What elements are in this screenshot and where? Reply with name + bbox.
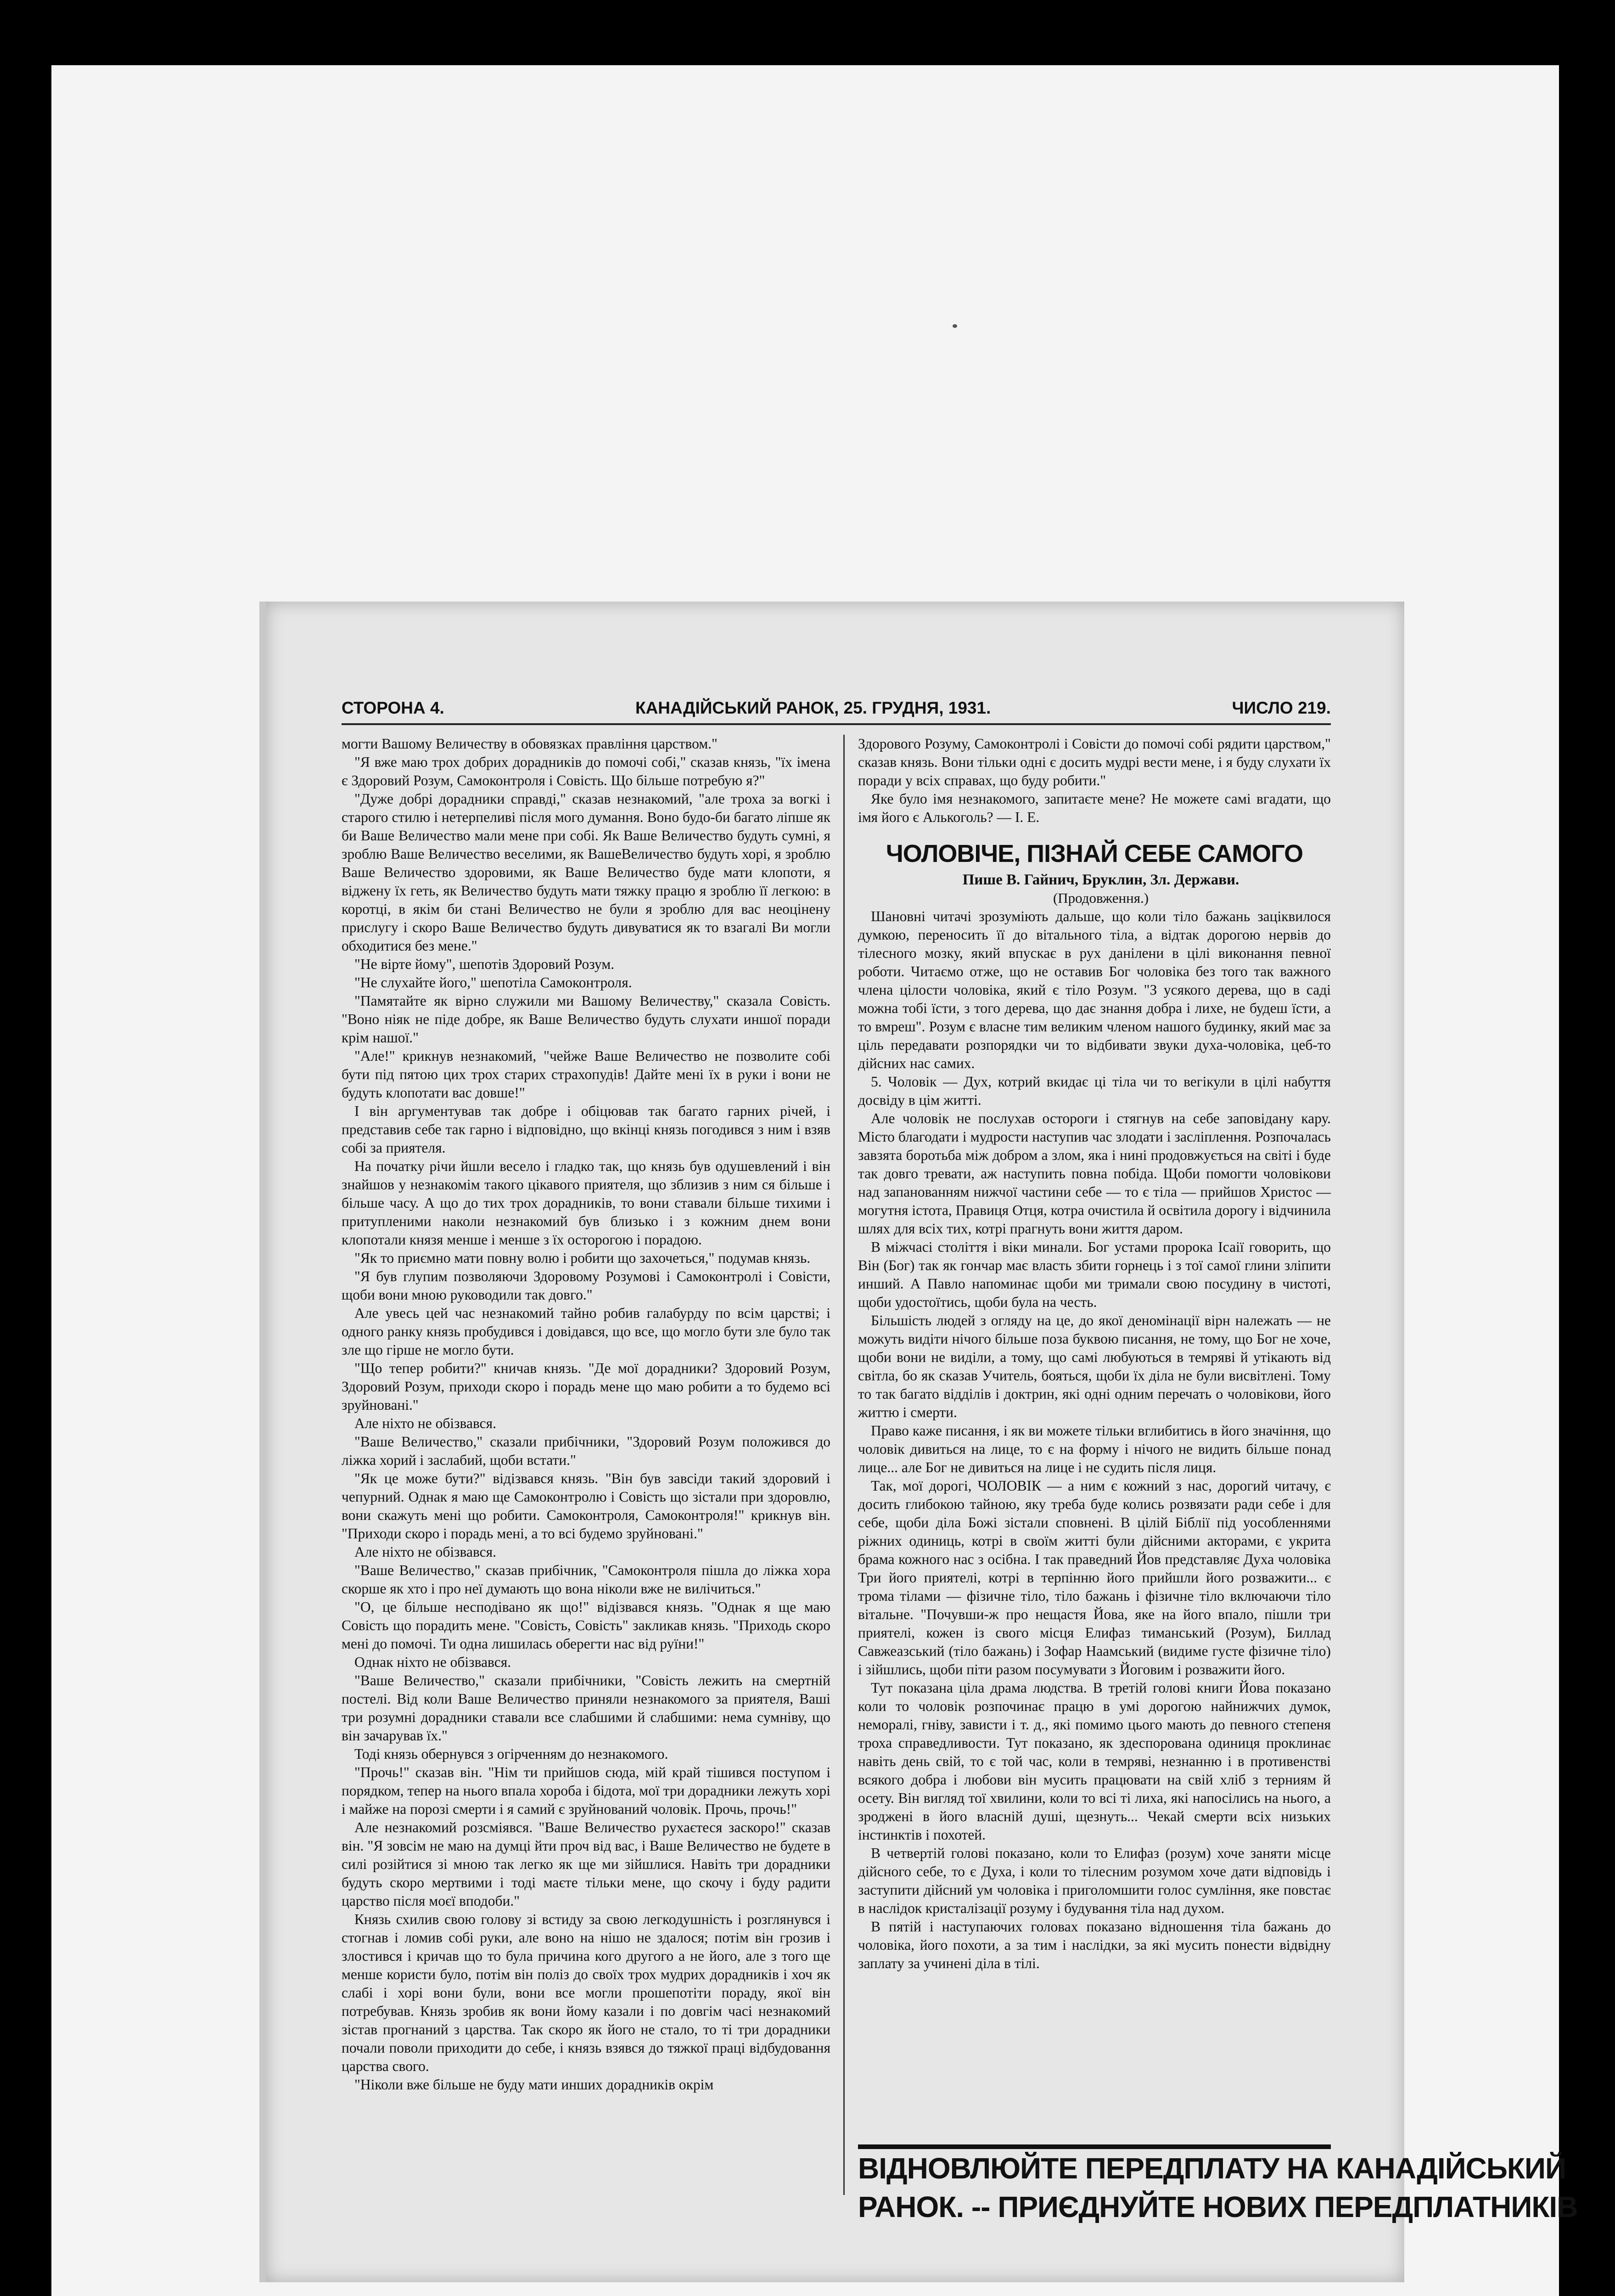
paragraph: В пятій і наступаючих головах показано відношення тіла бажань до чоловіка, його похоти, а за тим і наслідки, за які мусить понести відвідну заплату за учинені діла в тілі. [858, 1919, 1331, 1971]
paragraph: "Як це може бути?" відізвався князь. "Він був завсіди такий здоровий і чепурний. Однак я маю ще Самоконтролю і Совість що зістали при здоровлю, вони скажуть мені що робити. Самоконтроля, Самоконтроля!" крикнув він. "Приходи скоро і порадь мені, а то всі будемо зруйновані." [342, 1470, 830, 1542]
paragraph: Тут показана ціла драма людства. В третій голові книги Йова показано коли то чоловік розпочинає працю в умі дорогою найнижчих думок, неморалі, гніву, зависти і т. д., які помимо цього мають до певного степеня троха справедливости. Тут показано, як здеспорована одиниця проклинає навіть день свій, то є той час, коли в темряві, незнанню і в противенстві всякого добра і любови він мусить працювати на свій хліб з терниям й осету. Він вигляд тої хвилини, коли то всі ті лиха, які напосілись на нього, а зроджені в його власній душі, щезнуть... Чекай смерти всіх низьких інстинктів і похотей. [858, 1680, 1331, 1843]
paragraph: Але ніхто не обізвався. [354, 1415, 497, 1431]
paragraph: "Не слухайте його," шепотіла Самоконтроля. [354, 974, 632, 990]
column-divider [843, 735, 845, 2195]
film-speck [953, 324, 957, 328]
masthead [342, 696, 1331, 725]
ad-line-1: ВІДНОВЛЮЙТЕ ПЕРЕДПЛАТУ НА КАНАДІЙСЬКИЙ [858, 2152, 1566, 2185]
paragraph: "Я вже маю трох добрих дорадників до помочі собі," сказав князь, "їх імена є Здоровий Розум, Самоконтроля і Совість. Що більше потребую я?" [342, 754, 830, 788]
paragraph: "Але!" крикнув незнакомий, "чейже Ваше Величество не позволите собі бути під пятою цих трох старих страхопудів! Дайте мені їх в руки і вони не будуть клопотати вас довше!" [342, 1048, 830, 1101]
paragraph: Але ніхто не обізвався. [354, 1544, 497, 1560]
article-note: (Продовження.) [1053, 890, 1149, 906]
paragraph: Однак ніхто не обізвався. [354, 1654, 511, 1670]
paragraph: Так, мої дорогі, ЧОЛОВІК — а ним є кожний з нас, дорогий читачу, є досить глибокою тайною, яку треба буде колись розвязати ради себе і для себе, щоби діла Божі зістали сповнені. В цілій Біблії під уособленнями ріжних одиниць, котрі в своїм житті були дійсними акторами, є укрита брама кожного нас з осібна. І так праведний Йов представляє Духа чоловіка Три його приятелі, котрі в терпінню його прийшли його розважити... є трома тілами — фізичне тіло, тіло бажань і фізичне тіло включаючи тіло вітальне. "Почувши-ж про нещастя Йова, яке на його впало, пішли три приятелі, кожен із свого місця Елифаз тиманський (Розум), Биллад Савжеазський (тіло бажань) і Зофар Наамський (видиме густе фізичне тіло) і зійшлись, щоби піти разом посумувати з Йоговим і розважити його. [858, 1478, 1331, 1677]
paragraph: Але увесь цей час незнакомий тайно робив галабурду по всім царстві; і одного ранку князь пробудився і довідався, що все, що могло бути зле було так зле що гірше не могло бути. [342, 1305, 830, 1358]
paragraph: "Ваше Величество," сказали прибічники, "Здоровий Розум положився до ліжка хорий і заслабий, щоби встати." [342, 1434, 830, 1468]
paragraph: В міжчасі століття і віки минали. Бог устами пророка Ісаії говорить, що Він (Бог) так як гончар має власть збити горнець і з тої самої глини зліпити инший. А Павло напоминає щоби ми тримали свою посудину в чистоті, щоби удостоїтись, щоби була на честь. [858, 1239, 1331, 1310]
paragraph: "Ніколи вже більше не буду мати инших дорадників окрім [354, 2077, 714, 2093]
subscription-ad [858, 2144, 1578, 2264]
paragraph: "Я був глупим позволяючи Здоровому Розумові і Самоконтролі і Совісти, щоби вони мною руководили так довго." [342, 1268, 830, 1303]
paragraph: 5. Чоловік — Дух, котрий вкидає ці тіла чи то вегікули в цілі набуття досвіду в цім житті. [858, 1074, 1331, 1108]
paragraph: На початку річи йшли весело і гладко так, що князь був одушевлений і він знайшов у незнакомім такого цікавого приятеля, що зблизив з ним ся більше і більше часу. А що до тих трох дорадників, то вони ставали більше тихими і притупленими наколи незнакомий був близько і з кожним днем вони клопотали князя менше і менше з їх осторогою і порадою. [342, 1158, 830, 1248]
paragraph: "Як то приємно мати повну волю і робити що захочеться," подумав князь. [354, 1250, 811, 1266]
paragraph: "Прочь!" сказав він. "Нім ти прийшов сюда, мій край тішився поступом і порядком, тепер на нього впала хороба і бідота, мої три дорадники лежуть хорі і майже на порозі смерти і я самий є зруйнований чоловік. Прочь, прочь!" [342, 1764, 830, 1817]
paragraph: В четвертій голові показано, коли то Елифаз (розум) хоче заняти місце дійсного себе, то є Духа, і коли то тілесним розумом хоче дати відповідь і заступити дійсний ум чоловіка і приголомшити голос сумління, яке повстає в наслідок кристалізації розуму і будування тіла над духом. [858, 1845, 1331, 1916]
paragraph: "Дуже добрі дорадники справді," сказав незнакомий, "але троха за вогкі і старого стилю і нетерпеливі після мого думання. Воно будо-би багато ліпше як би Ваше Величество мали мене при собі. Як Ваше Величество будуть сумні, я зроблю Ваше Величество веселими, як ВашеВеличество будуть хорі, я зроблю Ваше Величество здоровими, як Ваше Величество буде мати клопоти, я віджену їх геть, як Величество будуть мати тяжку працю я зроблю її легкою: в коротці, в якім би стані Величество не були я зроблю для вас неоцінену прислугу і скоро Ваше Величество будуть дивуватися як то взагалі Ви могли обходитися без мене." [342, 791, 830, 954]
paragraph: Князь схилив свою голову зі встиду за свою легкодушність і розглянувся і стогнав і ломив собі руки, але воно на нішо не здалося; потім він грозив і злостився і кричав що то була причина кого другого а не його, але з того ще менше користи було, потім він поліз до своїх трох мудрих дорадників і хоч як слабі і хорі вони були, вони все могли прошепотіти пораду, якої він потребував. Князь зробив як вони йому казали і по довгім часі незнакомий зістав прогнаний з царства. Так скоро як його не стало, то ті три дорадники почали поволи приходити до себе, і князь взявся до тяжкої праці відбудовання царства свого. [342, 1911, 830, 2074]
paragraph: "Що тепер робити?" кничав князь. "Де мої дорадники? Здоровий Розум, Здоровий Розум, приходи скоро і порадь мене що маю робити а то будемо всі зруйновані." [342, 1360, 830, 1413]
newspaper-page [259, 602, 1578, 2282]
paragraph: Але чоловік не послухав остороги і стягнув на себе заповідану кару. Місто благодати і мудрости наступив час злодати і засліплення. Розпочалась завзята боротьба між добром а злом, яка і нині продовжується на світі і буде так довго тревати, аж наступить повна побіда. Щоби помогти чоловікови над запанованням нижчої частини себе — то є тіла — прийшов Христос — могутня істота, Правиця Отця, котра очистила й освітила дорогу і відчинила шлях для всіх тих, котрі прагнуть вони життя даром. [858, 1110, 1331, 1237]
paragraph: "Ваше Величество," сказали прибічники, "Совість лежить на смертній постелі. Від коли Ваше Величество приняли незнакомого за приятеля, Ваші три розумні дорадники ставали все слабшими й слабшими: нема сумніву, що він зачарував їх." [342, 1672, 830, 1744]
paragraph: "Ваше Величество," сказав прибічник, "Самоконтроля пішла до ліжка хора скорше як хто і про неї думають що вона ніколи вже не вилічиться." [342, 1562, 830, 1597]
page-number: СТОРОНА 4. [342, 698, 444, 717]
article-body [858, 907, 1331, 1973]
story-column-right [858, 735, 1331, 1973]
paragraph: "О, це більше несподівано як що!" відізвався князь. "Однак я ще маю Совість що порадить мене. "Совість, Совість" закликав князь. "Приходь скоро мені до помочі. Ти одна лишилась оберегти нас від руїни!" [342, 1599, 830, 1652]
paragraph: І він аргументував так добре і обіцював так багато гарних річей, і представив себе так гарно і відповідно, що вкінці князь погодився з ним і взяв собі за приятеля. [342, 1103, 830, 1156]
story-continuation [858, 735, 1331, 827]
ad-line-2: РАНОК. -- ПРИЄДНУЙТЕ НОВИХ ПЕРЕДПЛАТНИКІВ [858, 2190, 1578, 2223]
article-title: ЧОЛОВІЧЕ, ПІЗНАЙ СЕБЕ САМОГО [886, 840, 1303, 867]
paragraph: Тоді князь обернувся з огірченням до незнакомого. [354, 1746, 668, 1762]
paragraph: Більшість людей з огляду на це, до якої деномінації вірн належать — не можуть видіти нічого більше поза буквою писання, не тому, що Бог не хоче, щоби вони не виділи, а тому, що самі любуються в темряві й утікають від світла, бо як сказав Учитель, бояться, щоби їх діла не були висвітлені. Тому то так багато відділів і доктрин, які одні одним перечать о чоловікови, його життю і смерти. [858, 1312, 1331, 1420]
paragraph: Але незнакомий розсміявся. "Ваше Величество рухаєтеся заскоро!" сказав він. "Я зовсім не маю на думці йти проч від вас, і Ваше Величество не будете в силі розійтися зі мною так легко як ще ми зійшлися. Навіть три дорадники будуть скоро мертвими і тоді маєте тільки мене, що скочу і буду радити царство після моєї вподоби." [342, 1819, 830, 1909]
issue-number: ЧИСЛО 219. [1232, 698, 1331, 717]
paragraph: Шановні читачі зрозуміють дальше, що коли тіло бажань заціквилося думкою, переносить її до вітального тіла, а відтак дорогою нервів до тілесного мозку, який впускає в рух данілени в цілі виконання певної роботи. Читаємо отже, що не оставив Бог чоловіка без того так важного члена цілости чоловіка, який є тіло Розум. "З усякого дерева, що в саді можна тобі їсти, з того дерева, що дає знання добра і лихе, не будеш їсти, а то вмреш". Розум є власне тим великим членом нашого будинку, який має за ціль передавати розпорядки чи то відбивати звуки духа-чоловіка, цеб-то дійсних нас самих. [858, 908, 1331, 1071]
paragraph: "Не вірте йому", шепотів Здоровий Розум. [354, 956, 615, 972]
newspaper-title-date: КАНАДІЙСЬКИЙ РАНОК, 25. ГРУДНЯ, 1931. [635, 698, 991, 717]
article-byline: Пише В. Гайнич, Бруклин, Зл. Держави. [962, 872, 1239, 888]
story-column-left [342, 735, 830, 2094]
paragraph: Яке було імя незнакомого, запитаєте мене? Не можете самі вгадати, що імя його є Алькоголь? — І. Е. [858, 791, 1331, 825]
paragraph: Право каже писання, і як ви можете тільки вглибитись в його значіння, що чоловік дивиться на лице, то є на форму і нічого не видить більше понад лице... але Бог не дивиться на лице і не судить після лиця. [858, 1423, 1331, 1475]
paragraph: "Памятайте як вірно служили ми Вашому Величеству," сказала Совість. "Воно ніяк не піде добре, як Ваше Величество будуть слухати иншої поради крім нашої." [342, 993, 830, 1046]
paragraph: Здорового Розуму, Самоконтролі і Совісти до помочі собі рядити царством," сказав князь. Вони тільки одні є досить мудрі вести мене, і я буду слухати їх поради у всіх справах, що буду робити." [858, 736, 1331, 788]
paragraph: могти Вашому Величеству в обовязках правління царством." [342, 736, 718, 752]
